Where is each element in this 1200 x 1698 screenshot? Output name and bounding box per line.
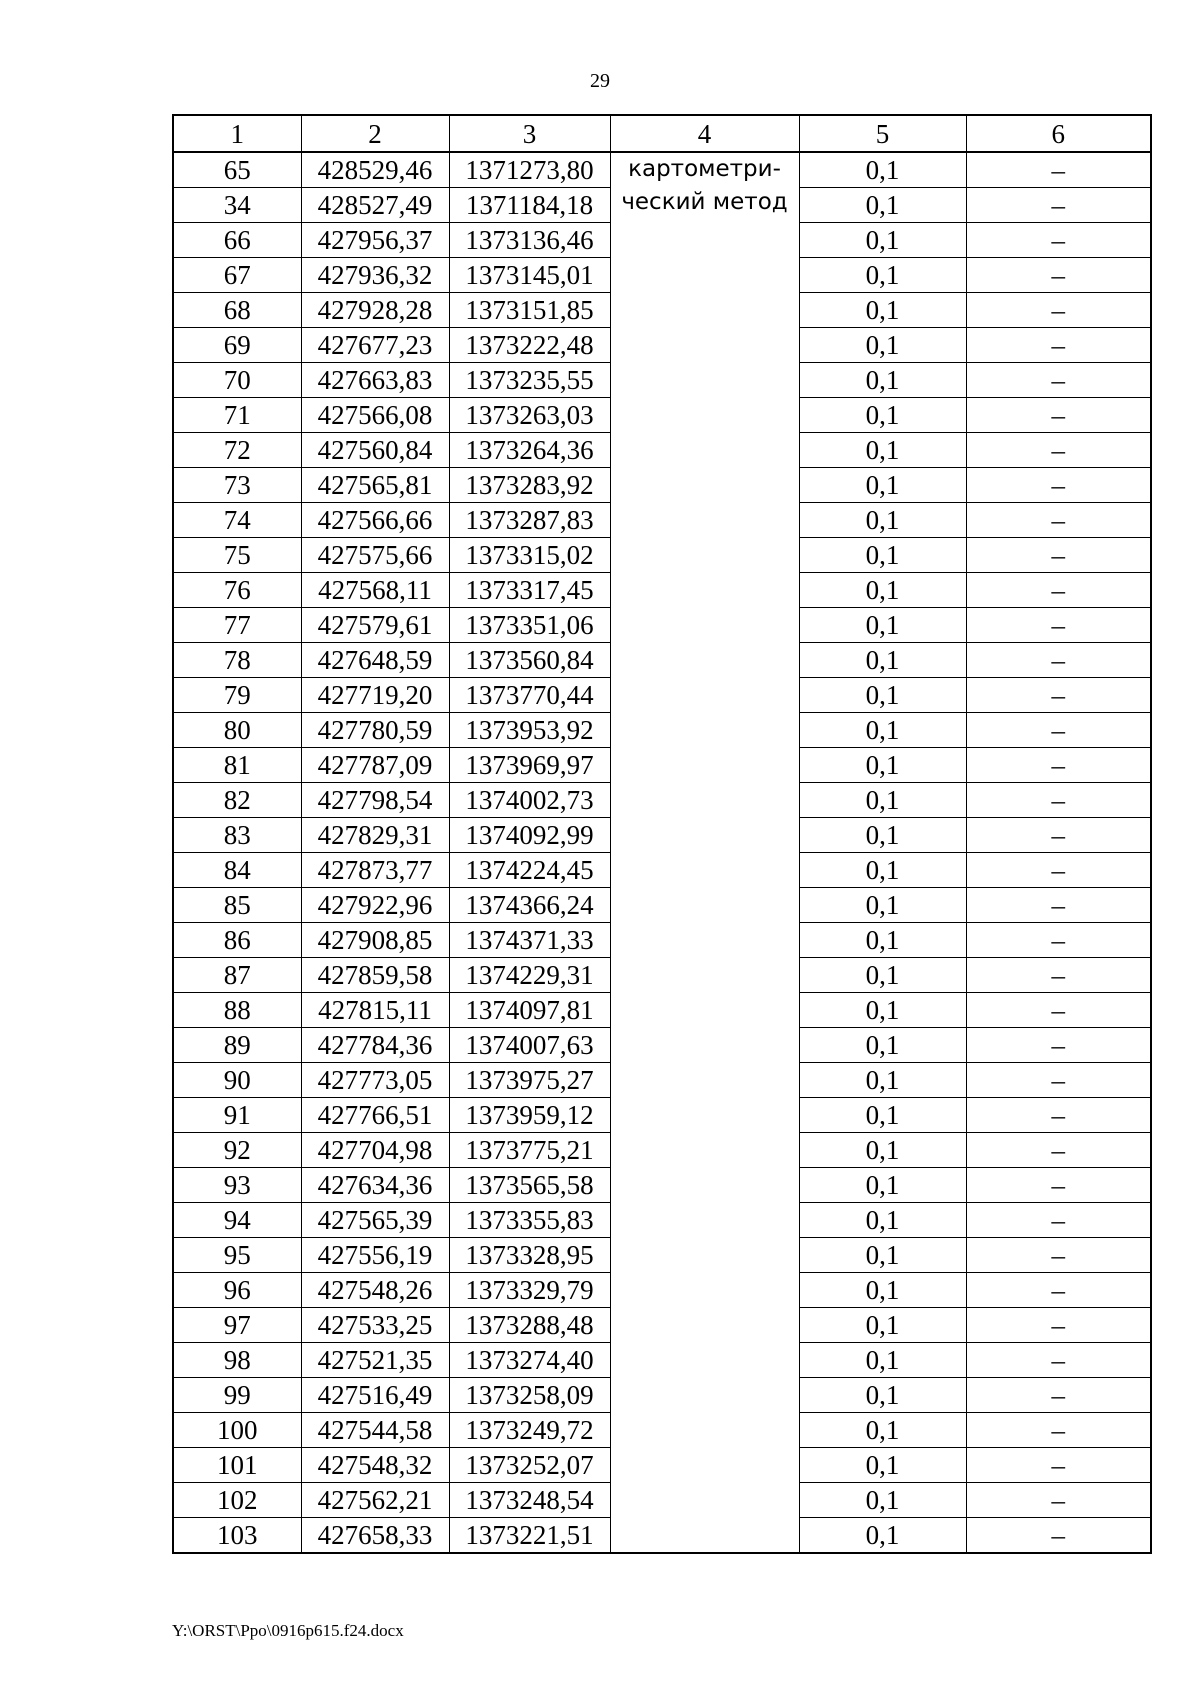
y-coordinate-cell: 1371184,18 — [449, 188, 610, 223]
point-number-cell: 78 — [173, 643, 301, 678]
y-coordinate-cell: 1374007,63 — [449, 1028, 610, 1063]
point-number-cell: 67 — [173, 258, 301, 293]
y-coordinate-cell: 1373283,92 — [449, 468, 610, 503]
accuracy-cell: 0,1 — [799, 1518, 966, 1554]
notes-cell: – — [966, 678, 1151, 713]
column-header: 1 — [173, 115, 301, 152]
point-number-cell: 94 — [173, 1203, 301, 1238]
column-header: 6 — [966, 115, 1151, 152]
point-number-cell: 71 — [173, 398, 301, 433]
point-number-cell: 83 — [173, 818, 301, 853]
accuracy-cell: 0,1 — [799, 713, 966, 748]
method-cell — [610, 152, 799, 1553]
notes-cell: – — [966, 293, 1151, 328]
x-coordinate-cell: 427859,58 — [301, 958, 449, 993]
point-number-cell: 100 — [173, 1413, 301, 1448]
accuracy-cell: 0,1 — [799, 1238, 966, 1273]
notes-cell: – — [966, 1448, 1151, 1483]
y-coordinate-cell: 1373328,95 — [449, 1238, 610, 1273]
notes-cell: – — [966, 608, 1151, 643]
x-coordinate-cell: 427704,98 — [301, 1133, 449, 1168]
x-coordinate-cell: 427677,23 — [301, 328, 449, 363]
y-coordinate-cell: 1373221,51 — [449, 1518, 610, 1554]
accuracy-cell: 0,1 — [799, 363, 966, 398]
notes-cell: – — [966, 188, 1151, 223]
notes-cell: – — [966, 713, 1151, 748]
y-coordinate-cell: 1373222,48 — [449, 328, 610, 363]
x-coordinate-cell: 427908,85 — [301, 923, 449, 958]
accuracy-cell: 0,1 — [799, 678, 966, 713]
accuracy-cell: 0,1 — [799, 1133, 966, 1168]
accuracy-cell: 0,1 — [799, 223, 966, 258]
y-coordinate-cell: 1373351,06 — [449, 608, 610, 643]
accuracy-cell: 0,1 — [799, 328, 966, 363]
accuracy-cell: 0,1 — [799, 1343, 966, 1378]
footer-file-path: Y:\ORST\Ppo\0916p615.f24.docx — [172, 1621, 404, 1640]
accuracy-cell: 0,1 — [799, 1168, 966, 1203]
accuracy-cell: 0,1 — [799, 1378, 966, 1413]
accuracy-cell: 0,1 — [799, 748, 966, 783]
point-number-cell: 66 — [173, 223, 301, 258]
point-number-cell: 85 — [173, 888, 301, 923]
y-coordinate-cell: 1373151,85 — [449, 293, 610, 328]
y-coordinate-cell: 1373969,97 — [449, 748, 610, 783]
accuracy-cell: 0,1 — [799, 1063, 966, 1098]
y-coordinate-cell: 1373317,45 — [449, 573, 610, 608]
page-number: 29 — [590, 70, 610, 92]
column-header: 2 — [301, 115, 449, 152]
x-coordinate-cell: 427815,11 — [301, 993, 449, 1028]
point-number-cell: 98 — [173, 1343, 301, 1378]
notes-cell: – — [966, 1273, 1151, 1308]
accuracy-cell: 0,1 — [799, 188, 966, 223]
x-coordinate-cell: 427648,59 — [301, 643, 449, 678]
notes-cell: – — [966, 853, 1151, 888]
x-coordinate-cell: 427780,59 — [301, 713, 449, 748]
point-number-cell: 79 — [173, 678, 301, 713]
notes-cell: – — [966, 433, 1151, 468]
accuracy-cell: 0,1 — [799, 573, 966, 608]
y-coordinate-cell: 1373288,48 — [449, 1308, 610, 1343]
x-coordinate-cell: 428529,46 — [301, 152, 449, 188]
notes-cell: – — [966, 1028, 1151, 1063]
x-coordinate-cell: 427544,58 — [301, 1413, 449, 1448]
y-coordinate-cell: 1373775,21 — [449, 1133, 610, 1168]
notes-cell: – — [966, 1168, 1151, 1203]
x-coordinate-cell: 427873,77 — [301, 853, 449, 888]
y-coordinate-cell: 1373315,02 — [449, 538, 610, 573]
notes-cell: – — [966, 1238, 1151, 1273]
notes-cell: – — [966, 1518, 1151, 1554]
notes-cell: – — [966, 888, 1151, 923]
accuracy-cell: 0,1 — [799, 1028, 966, 1063]
y-coordinate-cell: 1374229,31 — [449, 958, 610, 993]
y-coordinate-cell: 1374224,45 — [449, 853, 610, 888]
y-coordinate-cell: 1373770,44 — [449, 678, 610, 713]
y-coordinate-cell: 1371273,80 — [449, 152, 610, 188]
table-body — [173, 115, 1151, 1553]
y-coordinate-cell: 1374097,81 — [449, 993, 610, 1028]
point-number-cell: 99 — [173, 1378, 301, 1413]
method-label-line: картометри- — [628, 156, 781, 182]
x-coordinate-cell: 427548,32 — [301, 1448, 449, 1483]
point-number-cell: 97 — [173, 1308, 301, 1343]
point-number-cell: 88 — [173, 993, 301, 1028]
accuracy-cell: 0,1 — [799, 433, 966, 468]
x-coordinate-cell: 427658,33 — [301, 1518, 449, 1554]
accuracy-cell: 0,1 — [799, 1413, 966, 1448]
x-coordinate-cell: 428527,49 — [301, 188, 449, 223]
notes-cell: – — [966, 993, 1151, 1028]
point-number-cell: 70 — [173, 363, 301, 398]
y-coordinate-cell: 1373248,54 — [449, 1483, 610, 1518]
y-coordinate-cell: 1373953,92 — [449, 713, 610, 748]
coordinates-table — [172, 114, 1152, 1554]
accuracy-cell: 0,1 — [799, 958, 966, 993]
notes-cell: – — [966, 503, 1151, 538]
accuracy-cell: 0,1 — [799, 538, 966, 573]
notes-cell: – — [966, 783, 1151, 818]
accuracy-cell: 0,1 — [799, 783, 966, 818]
table-header-row — [173, 115, 1151, 152]
accuracy-cell: 0,1 — [799, 1308, 966, 1343]
point-number-cell: 103 — [173, 1518, 301, 1554]
notes-cell: – — [966, 398, 1151, 433]
x-coordinate-cell: 427719,20 — [301, 678, 449, 713]
notes-cell: – — [966, 258, 1151, 293]
notes-cell: – — [966, 1308, 1151, 1343]
column-header: 4 — [610, 115, 799, 152]
point-number-cell: 95 — [173, 1238, 301, 1273]
point-number-cell: 73 — [173, 468, 301, 503]
x-coordinate-cell: 427922,96 — [301, 888, 449, 923]
point-number-cell: 75 — [173, 538, 301, 573]
accuracy-cell: 0,1 — [799, 503, 966, 538]
accuracy-cell: 0,1 — [799, 258, 966, 293]
y-coordinate-cell: 1373258,09 — [449, 1378, 610, 1413]
x-coordinate-cell: 427575,66 — [301, 538, 449, 573]
x-coordinate-cell: 427565,81 — [301, 468, 449, 503]
y-coordinate-cell: 1373565,58 — [449, 1168, 610, 1203]
point-number-cell: 91 — [173, 1098, 301, 1133]
y-coordinate-cell: 1374366,24 — [449, 888, 610, 923]
x-coordinate-cell: 427928,28 — [301, 293, 449, 328]
x-coordinate-cell: 427956,37 — [301, 223, 449, 258]
y-coordinate-cell: 1373560,84 — [449, 643, 610, 678]
point-number-cell: 86 — [173, 923, 301, 958]
x-coordinate-cell: 427787,09 — [301, 748, 449, 783]
table-row — [173, 152, 1151, 188]
notes-cell: – — [966, 1343, 1151, 1378]
point-number-cell: 74 — [173, 503, 301, 538]
y-coordinate-cell: 1373252,07 — [449, 1448, 610, 1483]
point-number-cell: 92 — [173, 1133, 301, 1168]
x-coordinate-cell: 427560,84 — [301, 433, 449, 468]
column-header: 3 — [449, 115, 610, 152]
notes-cell: – — [966, 1378, 1151, 1413]
y-coordinate-cell: 1373959,12 — [449, 1098, 610, 1133]
accuracy-cell: 0,1 — [799, 608, 966, 643]
point-number-cell: 34 — [173, 188, 301, 223]
notes-cell: – — [966, 152, 1151, 188]
y-coordinate-cell: 1373145,01 — [449, 258, 610, 293]
x-coordinate-cell: 427798,54 — [301, 783, 449, 818]
notes-cell: – — [966, 328, 1151, 363]
point-number-cell: 101 — [173, 1448, 301, 1483]
notes-cell: – — [966, 748, 1151, 783]
point-number-cell: 72 — [173, 433, 301, 468]
x-coordinate-cell: 427829,31 — [301, 818, 449, 853]
x-coordinate-cell: 427663,83 — [301, 363, 449, 398]
point-number-cell: 102 — [173, 1483, 301, 1518]
point-number-cell: 93 — [173, 1168, 301, 1203]
x-coordinate-cell: 427936,32 — [301, 258, 449, 293]
point-number-cell: 89 — [173, 1028, 301, 1063]
column-header: 5 — [799, 115, 966, 152]
accuracy-cell: 0,1 — [799, 398, 966, 433]
accuracy-cell: 0,1 — [799, 1448, 966, 1483]
accuracy-cell: 0,1 — [799, 888, 966, 923]
notes-cell: – — [966, 923, 1151, 958]
point-number-cell: 81 — [173, 748, 301, 783]
x-coordinate-cell: 427566,08 — [301, 398, 449, 433]
notes-cell: – — [966, 643, 1151, 678]
notes-cell: – — [966, 538, 1151, 573]
accuracy-cell: 0,1 — [799, 152, 966, 188]
x-coordinate-cell: 427565,39 — [301, 1203, 449, 1238]
y-coordinate-cell: 1374092,99 — [449, 818, 610, 853]
notes-cell: – — [966, 573, 1151, 608]
y-coordinate-cell: 1373355,83 — [449, 1203, 610, 1238]
point-number-cell: 82 — [173, 783, 301, 818]
point-number-cell: 80 — [173, 713, 301, 748]
notes-cell: – — [966, 223, 1151, 258]
accuracy-cell: 0,1 — [799, 993, 966, 1028]
point-number-cell: 77 — [173, 608, 301, 643]
accuracy-cell: 0,1 — [799, 643, 966, 678]
accuracy-cell: 0,1 — [799, 1098, 966, 1133]
y-coordinate-cell: 1374371,33 — [449, 923, 610, 958]
y-coordinate-cell: 1373287,83 — [449, 503, 610, 538]
accuracy-cell: 0,1 — [799, 293, 966, 328]
y-coordinate-cell: 1373249,72 — [449, 1413, 610, 1448]
x-coordinate-cell: 427566,66 — [301, 503, 449, 538]
x-coordinate-cell: 427562,21 — [301, 1483, 449, 1518]
accuracy-cell: 0,1 — [799, 853, 966, 888]
accuracy-cell: 0,1 — [799, 468, 966, 503]
y-coordinate-cell: 1373274,40 — [449, 1343, 610, 1378]
notes-cell: – — [966, 1483, 1151, 1518]
x-coordinate-cell: 427784,36 — [301, 1028, 449, 1063]
x-coordinate-cell: 427521,35 — [301, 1343, 449, 1378]
accuracy-cell: 0,1 — [799, 1203, 966, 1238]
point-number-cell: 96 — [173, 1273, 301, 1308]
point-number-cell: 76 — [173, 573, 301, 608]
y-coordinate-cell: 1373136,46 — [449, 223, 610, 258]
x-coordinate-cell: 427568,11 — [301, 573, 449, 608]
accuracy-cell: 0,1 — [799, 1483, 966, 1518]
notes-cell: – — [966, 958, 1151, 993]
x-coordinate-cell: 427773,05 — [301, 1063, 449, 1098]
point-number-cell: 87 — [173, 958, 301, 993]
notes-cell: – — [966, 468, 1151, 503]
x-coordinate-cell: 427579,61 — [301, 608, 449, 643]
notes-cell: – — [966, 363, 1151, 398]
point-number-cell: 68 — [173, 293, 301, 328]
y-coordinate-cell: 1373264,36 — [449, 433, 610, 468]
y-coordinate-cell: 1373263,03 — [449, 398, 610, 433]
y-coordinate-cell: 1373975,27 — [449, 1063, 610, 1098]
x-coordinate-cell: 427556,19 — [301, 1238, 449, 1273]
point-number-cell: 69 — [173, 328, 301, 363]
x-coordinate-cell: 427634,36 — [301, 1168, 449, 1203]
y-coordinate-cell: 1373235,55 — [449, 363, 610, 398]
notes-cell: – — [966, 1413, 1151, 1448]
notes-cell: – — [966, 1063, 1151, 1098]
notes-cell: – — [966, 1203, 1151, 1238]
method-label-line: ческий метод — [621, 189, 788, 215]
accuracy-cell: 0,1 — [799, 1273, 966, 1308]
x-coordinate-cell: 427548,26 — [301, 1273, 449, 1308]
point-number-cell: 84 — [173, 853, 301, 888]
accuracy-cell: 0,1 — [799, 818, 966, 853]
notes-cell: – — [966, 818, 1151, 853]
x-coordinate-cell: 427766,51 — [301, 1098, 449, 1133]
notes-cell: – — [966, 1133, 1151, 1168]
point-number-cell: 65 — [173, 152, 301, 188]
notes-cell: – — [966, 1098, 1151, 1133]
x-coordinate-cell: 427533,25 — [301, 1308, 449, 1343]
x-coordinate-cell: 427516,49 — [301, 1378, 449, 1413]
accuracy-cell: 0,1 — [799, 923, 966, 958]
point-number-cell: 90 — [173, 1063, 301, 1098]
y-coordinate-cell: 1373329,79 — [449, 1273, 610, 1308]
y-coordinate-cell: 1374002,73 — [449, 783, 610, 818]
